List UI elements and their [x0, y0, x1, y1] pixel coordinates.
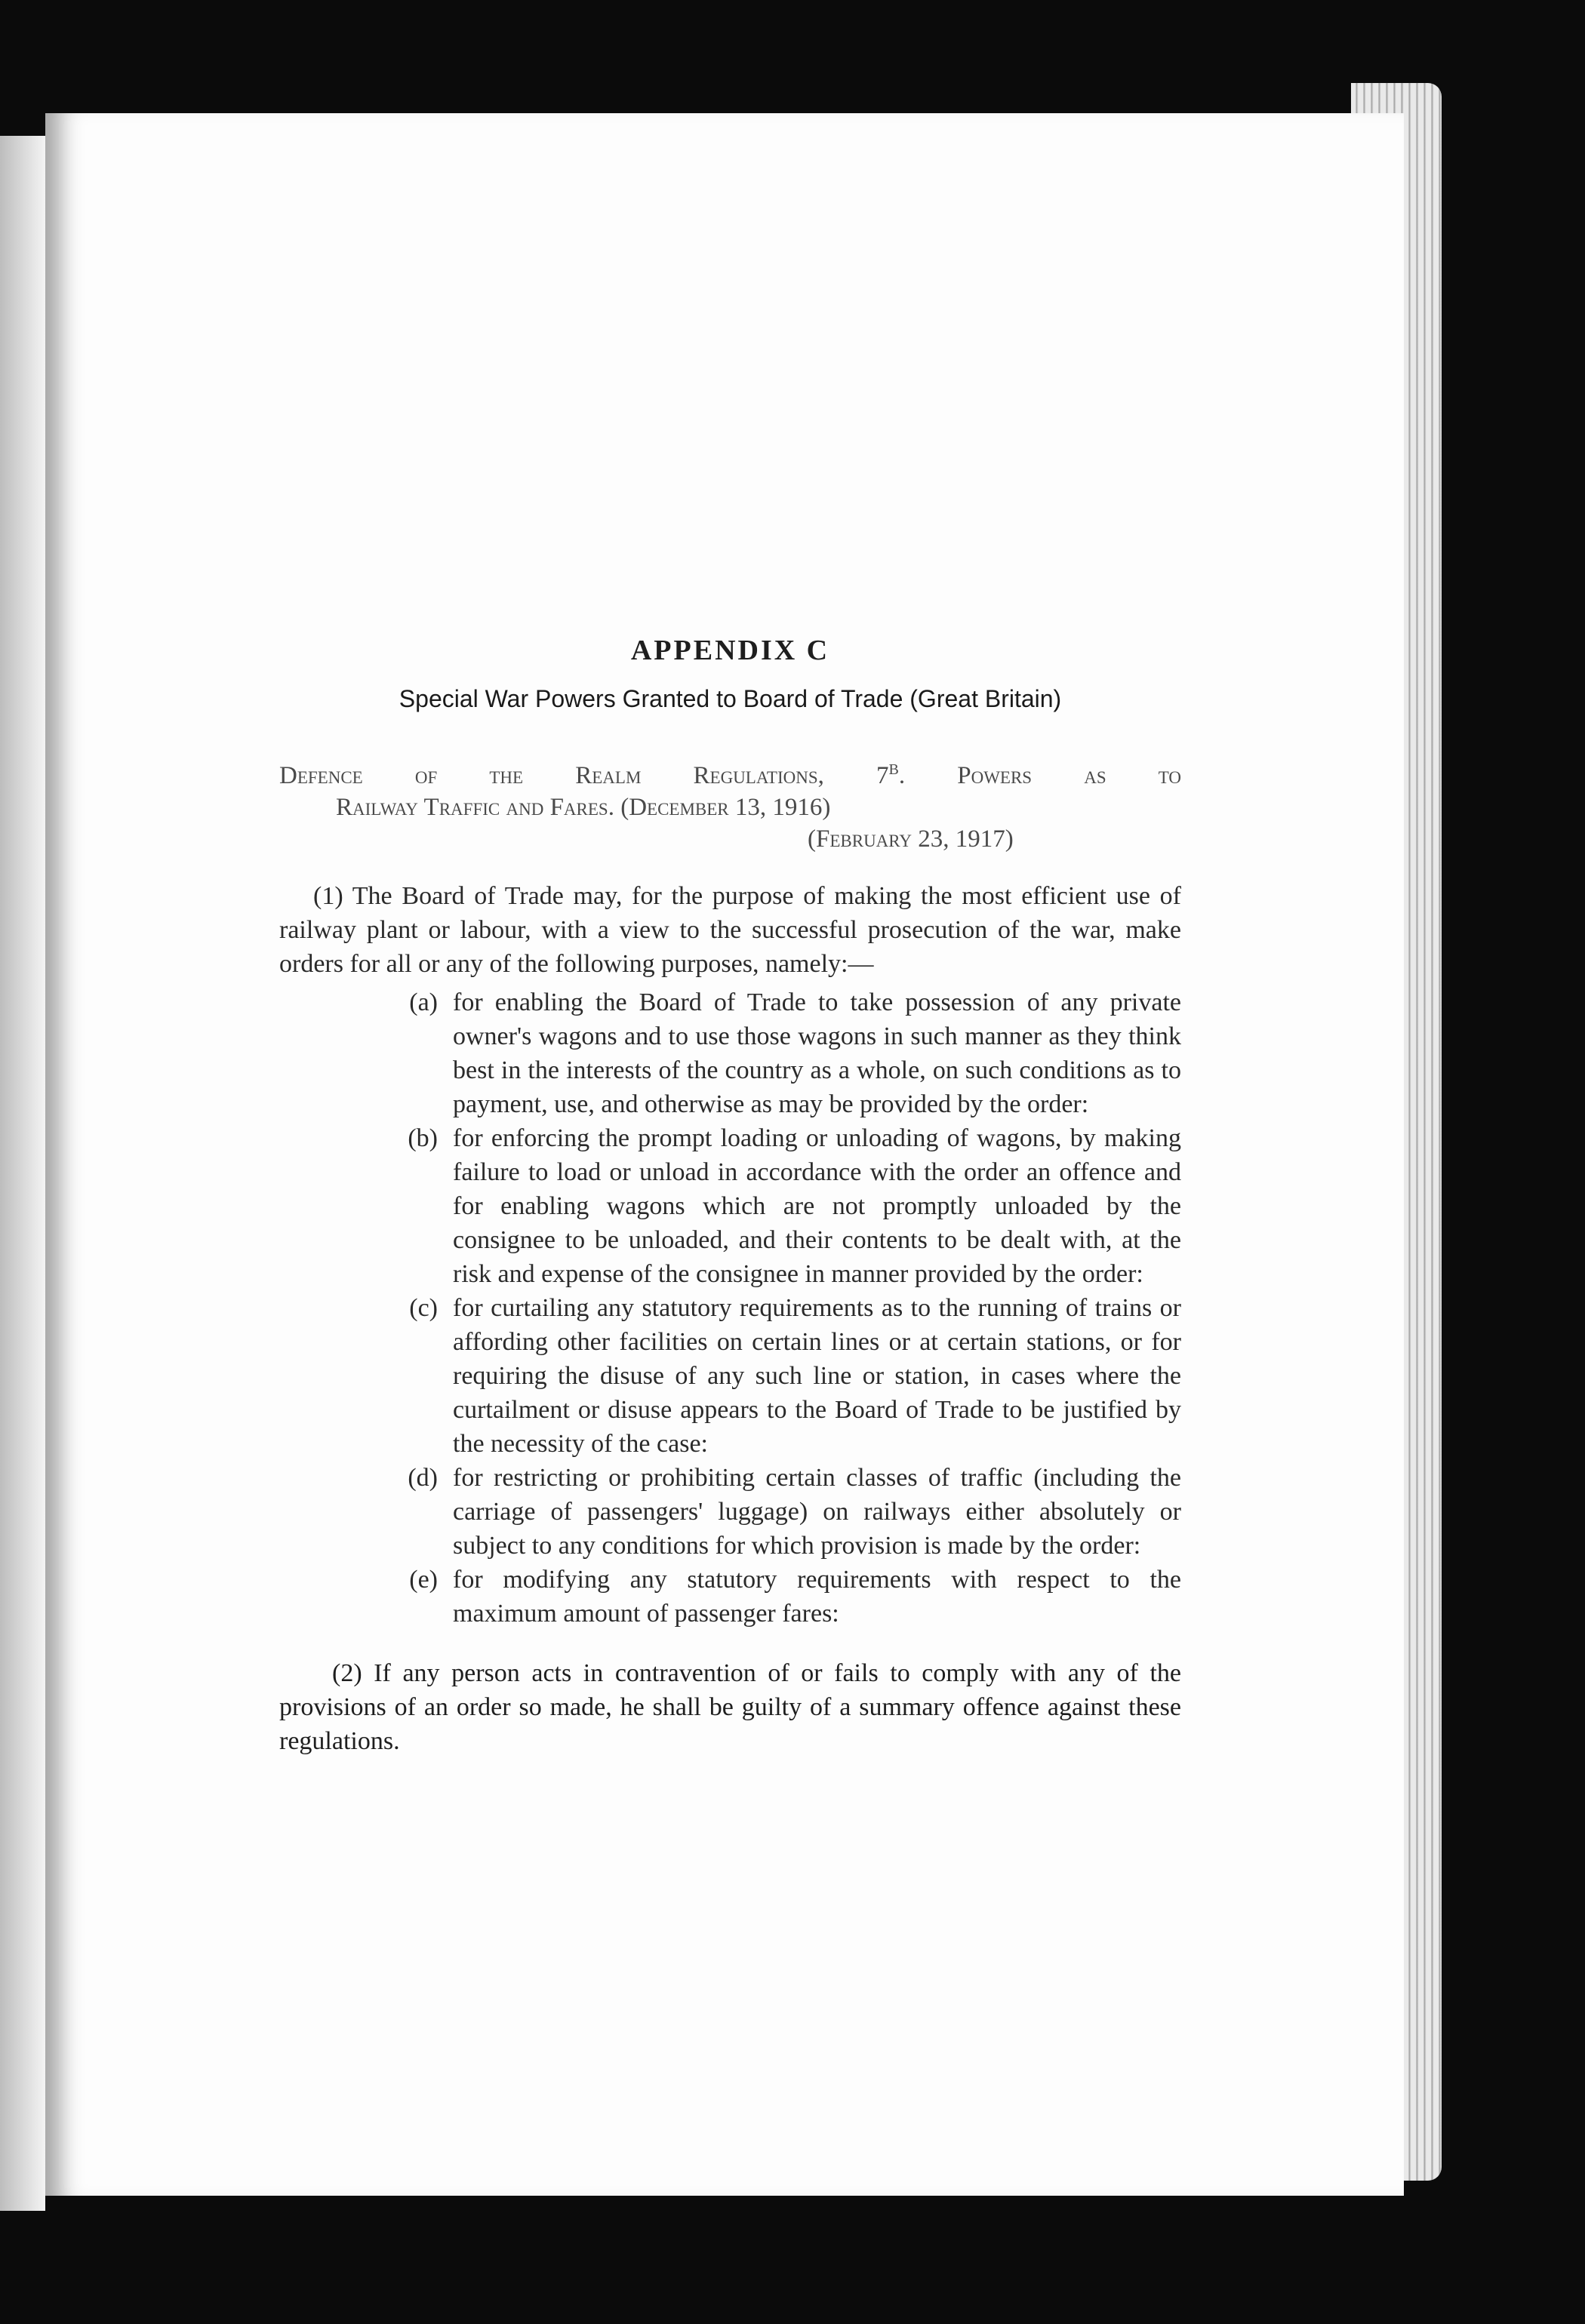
page-content [279, 634, 1181, 1784]
purposes-list [279, 985, 1181, 1631]
regulation-heading-part1: Defence of the Realm Regulations, 7 [279, 762, 889, 789]
book-page [45, 113, 1404, 2196]
regulation-heading [279, 754, 1181, 855]
list-item [279, 1121, 1181, 1291]
appendix-title: APPENDIX C [630, 635, 830, 666]
regulation-heading-line1 [279, 754, 1181, 792]
list-item-text: for modifying any statutory requirements with respect to the maximum amount of passenger fares: [453, 1566, 1181, 1628]
list-item-label: (e) [409, 1566, 438, 1594]
regulation-heading-line2: Railway Traffic and Fares. (December 13, 1916) [336, 794, 831, 821]
list-item [279, 1563, 1181, 1631]
paragraph-2: (2) If any person acts in contravention of or fails to comply with any of the provisions of an order so made, he shall be guilty of a summary offence against these regulations. [279, 1659, 1181, 1755]
list-item-text: for curtailing any statutory requirements as to the running of trains or affording other facilities on certain lines or at certain stations, or for requiring the disuse of any such line or station, in cases where the curtailment or disuse appears to the Board of Trade to be justified by the necessity of the case: [453, 1294, 1181, 1458]
list-item [279, 1461, 1181, 1563]
regulation-heading-superscript: B [888, 761, 899, 778]
list-item [279, 985, 1181, 1121]
list-item-label: (c) [409, 1294, 438, 1322]
facing-page-edge [0, 136, 45, 2211]
regulation-heading-line3: (February 23, 1917) [808, 825, 1014, 853]
list-item-text: for enabling the Board of Trade to take possession of any private owner's wagons and to use those wagons in such manner as they think best in the interests of the country as a whole, on such conditions as to payment, use, and otherwise as may be provided by the order: [453, 988, 1181, 1118]
regulation-heading-part2: . Powers as to [898, 762, 1181, 789]
list-item-label: (a) [409, 988, 438, 1016]
list-item [279, 1291, 1181, 1461]
paragraph-1: (1) The Board of Trade may, for the purpose of making the most efficient use of railway plant or labour, with a view to the successful prosecution of the war, make orders for all or any of the following purposes, namely:— [279, 882, 1181, 978]
list-item-text: for enforcing the prompt loading or unloading of wagons, by making failure to load or unload in accordance with the order an offence and for enabling wagons which are not promptly unloaded by the consignee to be unloaded, and their contents to be dealt with, at the risk and expense of the consignee in manner provided by the order: [453, 1124, 1181, 1288]
list-item-text: for restricting or prohibiting certain classes of traffic (including the carriage of passengers' luggage) on railways either absolutely or subject to any conditions for which provision is made by the order: [453, 1464, 1181, 1560]
appendix-subtitle: Special War Powers Granted to Board of Trade (Great Britain) [399, 685, 1062, 712]
list-item-label: (b) [408, 1124, 438, 1152]
list-item-label: (d) [408, 1464, 438, 1492]
